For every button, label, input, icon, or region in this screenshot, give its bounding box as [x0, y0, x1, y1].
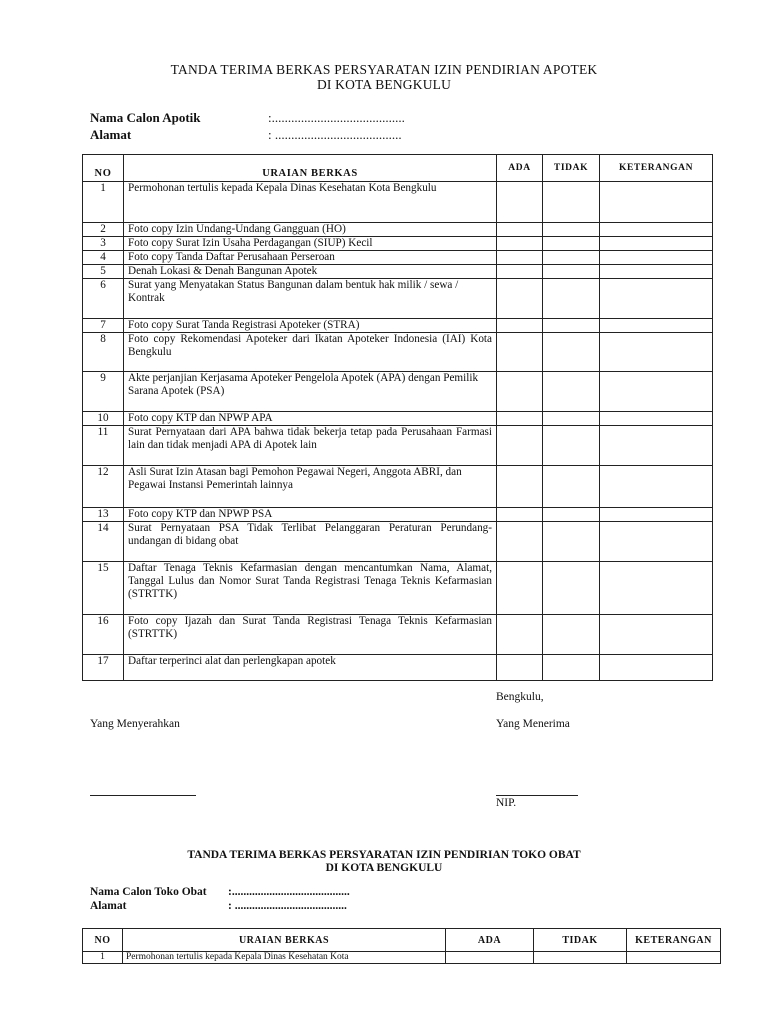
header-keterangan: KETERANGAN [600, 155, 713, 182]
row-description: Foto copy KTP dan NPWP APA [124, 412, 497, 426]
keterangan-cell[interactable] [600, 522, 713, 562]
tidak-cell[interactable] [534, 952, 627, 964]
row-description: Surat Pernyataan PSA Tidak Terlibat Pelanggaran Peraturan Perundang-undangan di bidang obat [124, 522, 497, 562]
keterangan-cell[interactable] [600, 333, 713, 372]
row-number: 13 [83, 508, 124, 522]
tidak-cell[interactable] [543, 265, 600, 279]
tidak-cell[interactable] [543, 412, 600, 426]
row-number: 12 [83, 466, 124, 508]
tidak-cell[interactable] [543, 426, 600, 466]
header-uraian: URAIAN BERKAS [123, 929, 446, 952]
address-field: : ....................................... [268, 127, 402, 142]
row-number: 17 [83, 655, 124, 681]
row-description: Daftar Tenaga Teknis Kefarmasian dengan mencantumkan Nama, Alamat, Tanggal Lulus dan Nomor Surat Tanda Registrasi Tenaga Teknis Kefarmasian (STRTTK) [124, 562, 497, 615]
keterangan-cell[interactable] [600, 251, 713, 265]
tidak-cell[interactable] [543, 615, 600, 655]
second-table-header-row [83, 929, 721, 952]
city-date-label: Bengkulu, [496, 691, 544, 703]
keterangan-cell[interactable] [600, 319, 713, 333]
ada-cell[interactable] [497, 333, 543, 372]
row-description: Foto copy KTP dan NPWP PSA [124, 508, 497, 522]
tidak-cell[interactable] [543, 655, 600, 681]
requirements-table [82, 154, 713, 681]
keterangan-cell[interactable] [600, 508, 713, 522]
applicant-name-label: Nama Calon Apotik [90, 110, 201, 125]
row-number: 5 [83, 265, 124, 279]
second-requirements-table [82, 928, 721, 964]
tidak-cell[interactable] [543, 372, 600, 412]
nip-label: NIP. [496, 797, 517, 809]
ada-cell[interactable] [497, 265, 543, 279]
keterangan-cell[interactable] [627, 952, 721, 964]
tidak-cell[interactable] [543, 223, 600, 237]
ada-cell[interactable] [497, 237, 543, 251]
tidak-cell[interactable] [543, 182, 600, 223]
row-description: Foto copy Rekomendasi Apoteker dari Ikatan Apoteker Indonesia (IAI) Kota Bengkulu [124, 333, 497, 372]
row-description: Permohonan tertulis kepada Kepala Dinas Kesehatan Kota Bengkulu [124, 182, 497, 223]
header-no: NO [83, 155, 124, 182]
keterangan-cell[interactable] [600, 223, 713, 237]
keterangan-cell[interactable] [600, 265, 713, 279]
second-address-label: Alamat [90, 900, 127, 912]
table-row [83, 182, 713, 223]
header-keterangan: KETERANGAN [627, 929, 721, 952]
row-number: 8 [83, 333, 124, 372]
keterangan-cell[interactable] [600, 615, 713, 655]
header-tidak: TIDAK [543, 155, 600, 182]
ada-cell[interactable] [497, 655, 543, 681]
keterangan-cell[interactable] [600, 237, 713, 251]
table-row [83, 333, 713, 372]
table-row [83, 655, 713, 681]
ada-cell[interactable] [497, 319, 543, 333]
ada-cell[interactable] [497, 466, 543, 508]
row-description: Foto copy Ijazah dan Surat Tanda Registrasi Tenaga Teknis Kefarmasian (STRTTK) [124, 615, 497, 655]
header-ada: ADA [446, 929, 534, 952]
ada-cell[interactable] [497, 372, 543, 412]
row-number: 9 [83, 372, 124, 412]
table-row [83, 615, 713, 655]
store-name-label: Nama Calon Toko Obat [90, 886, 207, 898]
header-ada: ADA [497, 155, 543, 182]
row-description: Foto copy Izin Undang-Undang Gangguan (HO) [124, 223, 497, 237]
ada-cell[interactable] [497, 223, 543, 237]
header-tidak: TIDAK [534, 929, 627, 952]
document-subtitle: DI KOTA BENGKULU [316, 77, 452, 92]
tidak-cell[interactable] [543, 319, 600, 333]
tidak-cell[interactable] [543, 333, 600, 372]
ada-cell[interactable] [497, 426, 543, 466]
ada-cell[interactable] [497, 615, 543, 655]
table-row [83, 522, 713, 562]
keterangan-cell[interactable] [600, 279, 713, 319]
address-label: Alamat [90, 127, 132, 142]
row-number: 16 [83, 615, 124, 655]
receiver-signature-line [496, 795, 578, 796]
row-number: 15 [83, 562, 124, 615]
tidak-cell[interactable] [543, 251, 600, 265]
table-row [83, 426, 713, 466]
keterangan-cell[interactable] [600, 562, 713, 615]
table-row [83, 251, 713, 265]
row-number: 4 [83, 251, 124, 265]
keterangan-cell[interactable] [600, 466, 713, 508]
row-description: Akte perjanjian Kerjasama Apoteker Pengelola Apotek (APA) dengan Pemilik Sarana Apotek (PSA) [124, 372, 497, 412]
table-row [83, 319, 713, 333]
tidak-cell[interactable] [543, 522, 600, 562]
row-number: 2 [83, 223, 124, 237]
tidak-cell[interactable] [543, 562, 600, 615]
table-row [83, 237, 713, 251]
header-no: NO [83, 929, 123, 952]
tidak-cell[interactable] [543, 466, 600, 508]
table-row [83, 279, 713, 319]
row-description: Surat Pernyataan dari APA bahwa tidak bekerja tetap pada Perusahaan Farmasi lain dan tidak menjadi APA di Apotek lain [124, 426, 497, 466]
ada-cell[interactable] [497, 182, 543, 223]
keterangan-cell[interactable] [600, 372, 713, 412]
row-number: 1 [83, 182, 124, 223]
tidak-cell[interactable] [543, 279, 600, 319]
table-row [83, 372, 713, 412]
table-row [83, 265, 713, 279]
ada-cell[interactable] [497, 562, 543, 615]
row-number: 7 [83, 319, 124, 333]
row-description: Permohonan tertulis kepada Kepala Dinas Kesehatan Kota [123, 952, 446, 964]
row-description: Denah Lokasi & Denah Bangunan Apotek [124, 265, 497, 279]
row-number: 6 [83, 279, 124, 319]
row-number: 1 [83, 952, 123, 964]
receiver-label: Yang Menerima [496, 718, 570, 730]
ada-cell[interactable] [497, 522, 543, 562]
table-row [83, 562, 713, 615]
ada-cell[interactable] [497, 251, 543, 265]
table-header-row [83, 155, 713, 182]
second-applicant-info [90, 886, 390, 916]
row-number: 11 [83, 426, 124, 466]
tidak-cell[interactable] [543, 237, 600, 251]
table-row [83, 952, 721, 964]
document-title: TANDA TERIMA BERKAS PERSYARATAN IZIN PENDIRIAN APOTEK [170, 62, 598, 77]
applicant-info [90, 110, 490, 144]
row-description: Foto copy Tanda Daftar Perusahaan Perseroan [124, 251, 497, 265]
ada-cell[interactable] [497, 508, 543, 522]
table-row [83, 508, 713, 522]
store-name-field: :......................................... [228, 886, 350, 898]
tidak-cell[interactable] [543, 508, 600, 522]
keterangan-cell[interactable] [600, 182, 713, 223]
table-row [83, 412, 713, 426]
giver-signature-line [90, 795, 196, 796]
header-uraian: URAIAN BERKAS [124, 155, 497, 182]
keterangan-cell[interactable] [600, 655, 713, 681]
row-description: Daftar terperinci alat dan perlengkapan apotek [124, 655, 497, 681]
second-document-subtitle: DI KOTA BENGKULU [325, 862, 443, 874]
ada-cell[interactable] [497, 279, 543, 319]
table-row [83, 223, 713, 237]
row-number: 14 [83, 522, 124, 562]
giver-label: Yang Menyerahkan [90, 718, 180, 730]
second-address-field: : ....................................... [228, 900, 347, 912]
applicant-name-field: :......................................... [268, 110, 405, 125]
row-description: Surat yang Menyatakan Status Bangunan dalam bentuk hak milik / sewa / Kontrak [124, 279, 497, 319]
table-row [83, 466, 713, 508]
keterangan-cell[interactable] [600, 426, 713, 466]
keterangan-cell[interactable] [600, 412, 713, 426]
second-document-title: TANDA TERIMA BERKAS PERSYARATAN IZIN PENDIRIAN TOKO OBAT [187, 849, 581, 861]
row-description: Asli Surat Izin Atasan bagi Pemohon Pegawai Negeri, Anggota ABRI, dan Pegawai Instansi Pemerintah lainnya [124, 466, 497, 508]
row-description: Foto copy Surat Tanda Registrasi Apoteker (STRA) [124, 319, 497, 333]
row-number: 10 [83, 412, 124, 426]
row-number: 3 [83, 237, 124, 251]
ada-cell[interactable] [497, 412, 543, 426]
row-description: Foto copy Surat Izin Usaha Perdagangan (SIUP) Kecil [124, 237, 497, 251]
ada-cell[interactable] [446, 952, 534, 964]
